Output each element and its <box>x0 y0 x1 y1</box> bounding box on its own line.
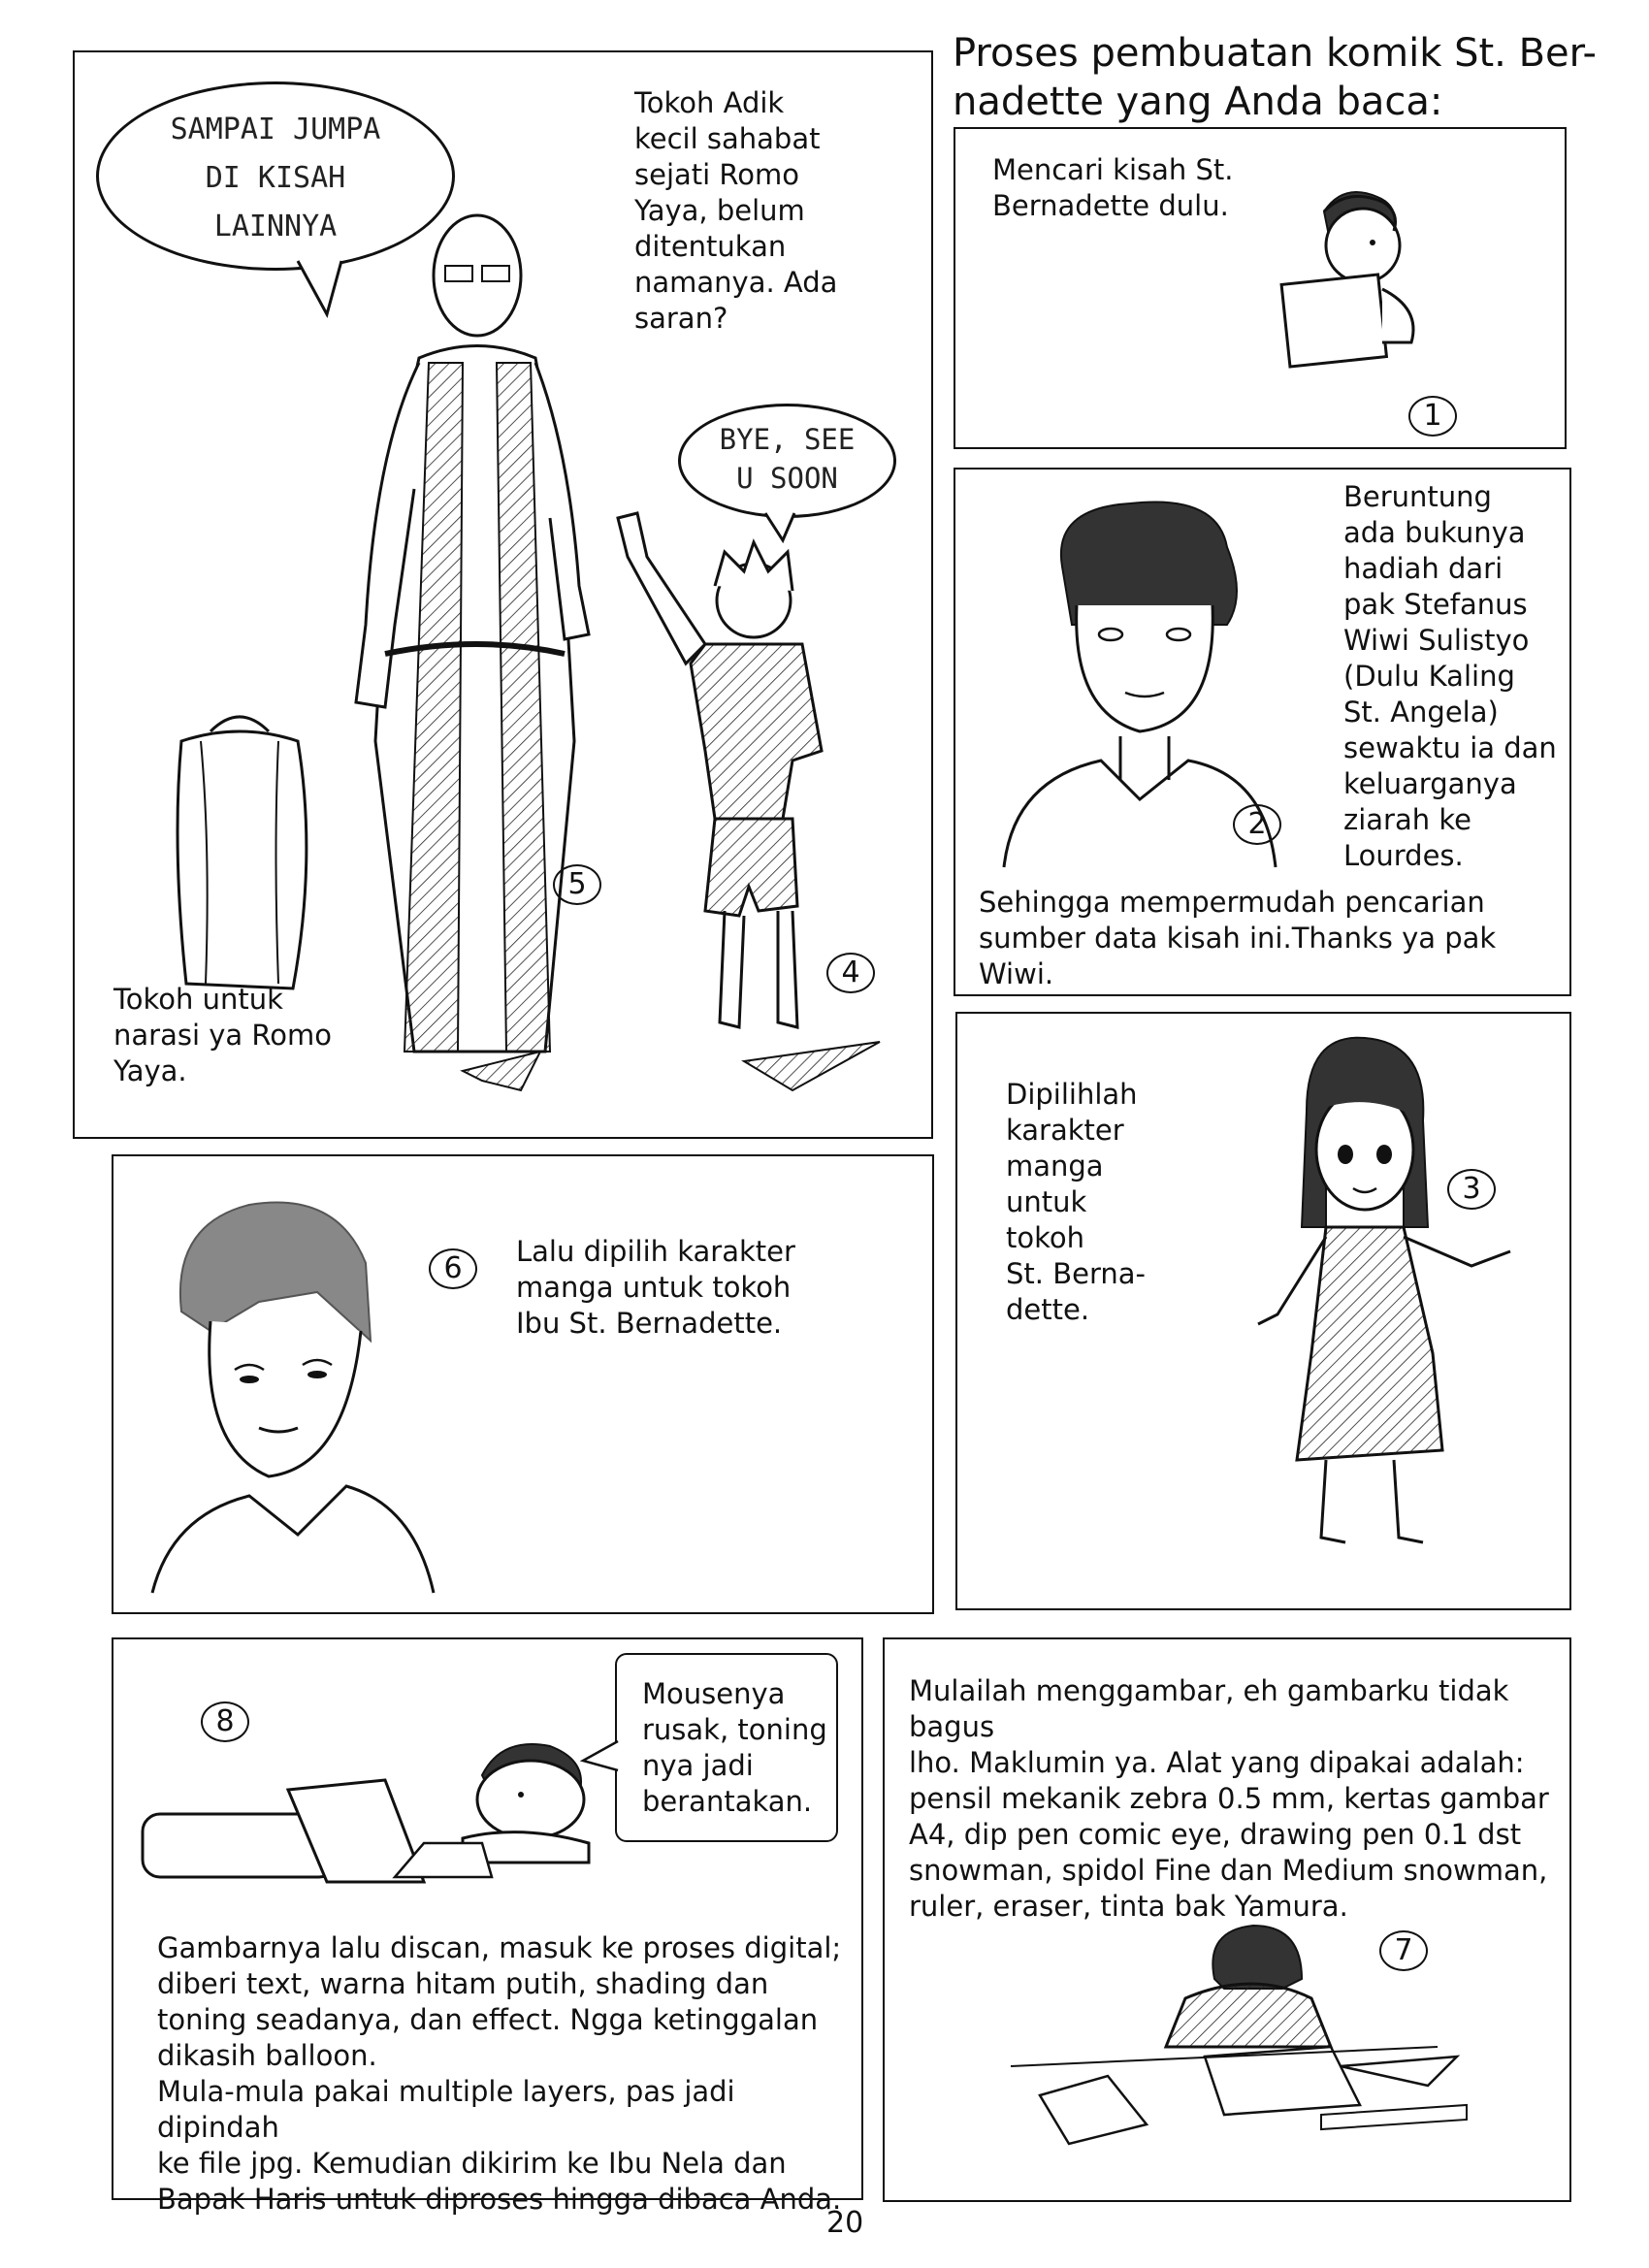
panel-7 <box>883 1637 1571 2202</box>
panel-2-text-bottom: Sehingga mempermudah pencarian sumber data kisah ini.Thanks ya pak Wiwi. <box>979 886 1497 990</box>
panel-number-8: 8 <box>201 1701 249 1742</box>
adik-drawing <box>598 499 889 1129</box>
panel-romo-adik <box>73 50 933 1139</box>
panel-3-text: Dipilihlah karakter manga untuk tokoh St. Berna- dette. <box>1006 1078 1146 1326</box>
caption-romo: Tokoh untuk narasi ya Romo Yaya. <box>113 983 332 1087</box>
panel-2 <box>954 468 1571 996</box>
panel-6 <box>112 1154 934 1614</box>
panel-number-2: 2 <box>1233 804 1281 845</box>
panel-number-4: 4 <box>826 953 875 993</box>
speech-mouse-text: Mousenya rusak, toning nya jadi berantakan. <box>642 1677 827 1818</box>
panel-number-7: 7 <box>1379 1930 1428 1971</box>
bernadette-drawing <box>1239 1033 1530 1576</box>
caption-adik: Tokoh Adik kecil sahabat sejati Romo Yaya, belum ditentukan namanya. Ada saran? <box>634 86 838 335</box>
speech-bubble-mouse <box>615 1653 838 1842</box>
panel-7-text: Mulailah menggambar, eh gambarku tidak bagus lho. Maklumin ya. Alat yang dipakai adalah: pensil mekanik zebra 0.5 mm, kertas gambar A4, dip pen comic eye, drawing pen 0.1 dst snowman, spidol Fine dan Medium snowman, ruler, eraser, tinta bak Yamura. <box>909 1674 1549 1923</box>
panel-6-text: Lalu dipilih karakter manga untuk tokoh Ibu St. Bernadette. <box>516 1235 795 1340</box>
panel-number-5: 5 <box>553 864 601 905</box>
page-number: 20 <box>826 2206 864 2240</box>
panel-number-3: 3 <box>1447 1169 1496 1210</box>
panel-8-text: Gambarnya lalu discan, masuk ke proses digital; diberi text, warna hitam putih, shading dan toning seadanya, dan effect. Ngga ketinggalan dikasih balloon. Mula-mula pakai multiple layers, pas jadi dipindah ke file jpg. Kemudian dikirim ke Ibu Nela dan Bapak Haris untuk diproses hingga dibaca Anda. <box>157 1931 842 2216</box>
speech-bubble-adik: BYE, SEE U SOON <box>678 404 896 518</box>
speech-bubble-romo: SAMPAI JUMPA DI KISAH LAINNYA <box>96 81 455 271</box>
suitcase-drawing <box>162 702 317 993</box>
ibu-bernadette-portrait-drawing <box>143 1185 463 1593</box>
panel-1 <box>954 127 1567 449</box>
panel-1-text: Mencari kisah St. Bernadette dulu. <box>992 153 1234 222</box>
page-title: Proses pembuatan komik St. Ber- nadette yang Anda baca: <box>953 31 1597 124</box>
panel-3 <box>955 1012 1571 1610</box>
panel-2-text: Beruntung ada bukunya hadiah dari pak Stefanus Wiwi Sulistyo (Dulu Kaling St. Angela) sewaktu ia dan keluarganya ziarah ke Lourdes. <box>1343 480 1557 872</box>
panel-number-6: 6 <box>429 1248 477 1289</box>
panel-number-1: 1 <box>1408 396 1457 437</box>
scanner-laptop-drawing <box>133 1736 637 1892</box>
boy-reading-drawing <box>1256 182 1450 376</box>
panel-8 <box>112 1637 863 2216</box>
pak-wiwi-portrait-drawing <box>985 489 1353 877</box>
